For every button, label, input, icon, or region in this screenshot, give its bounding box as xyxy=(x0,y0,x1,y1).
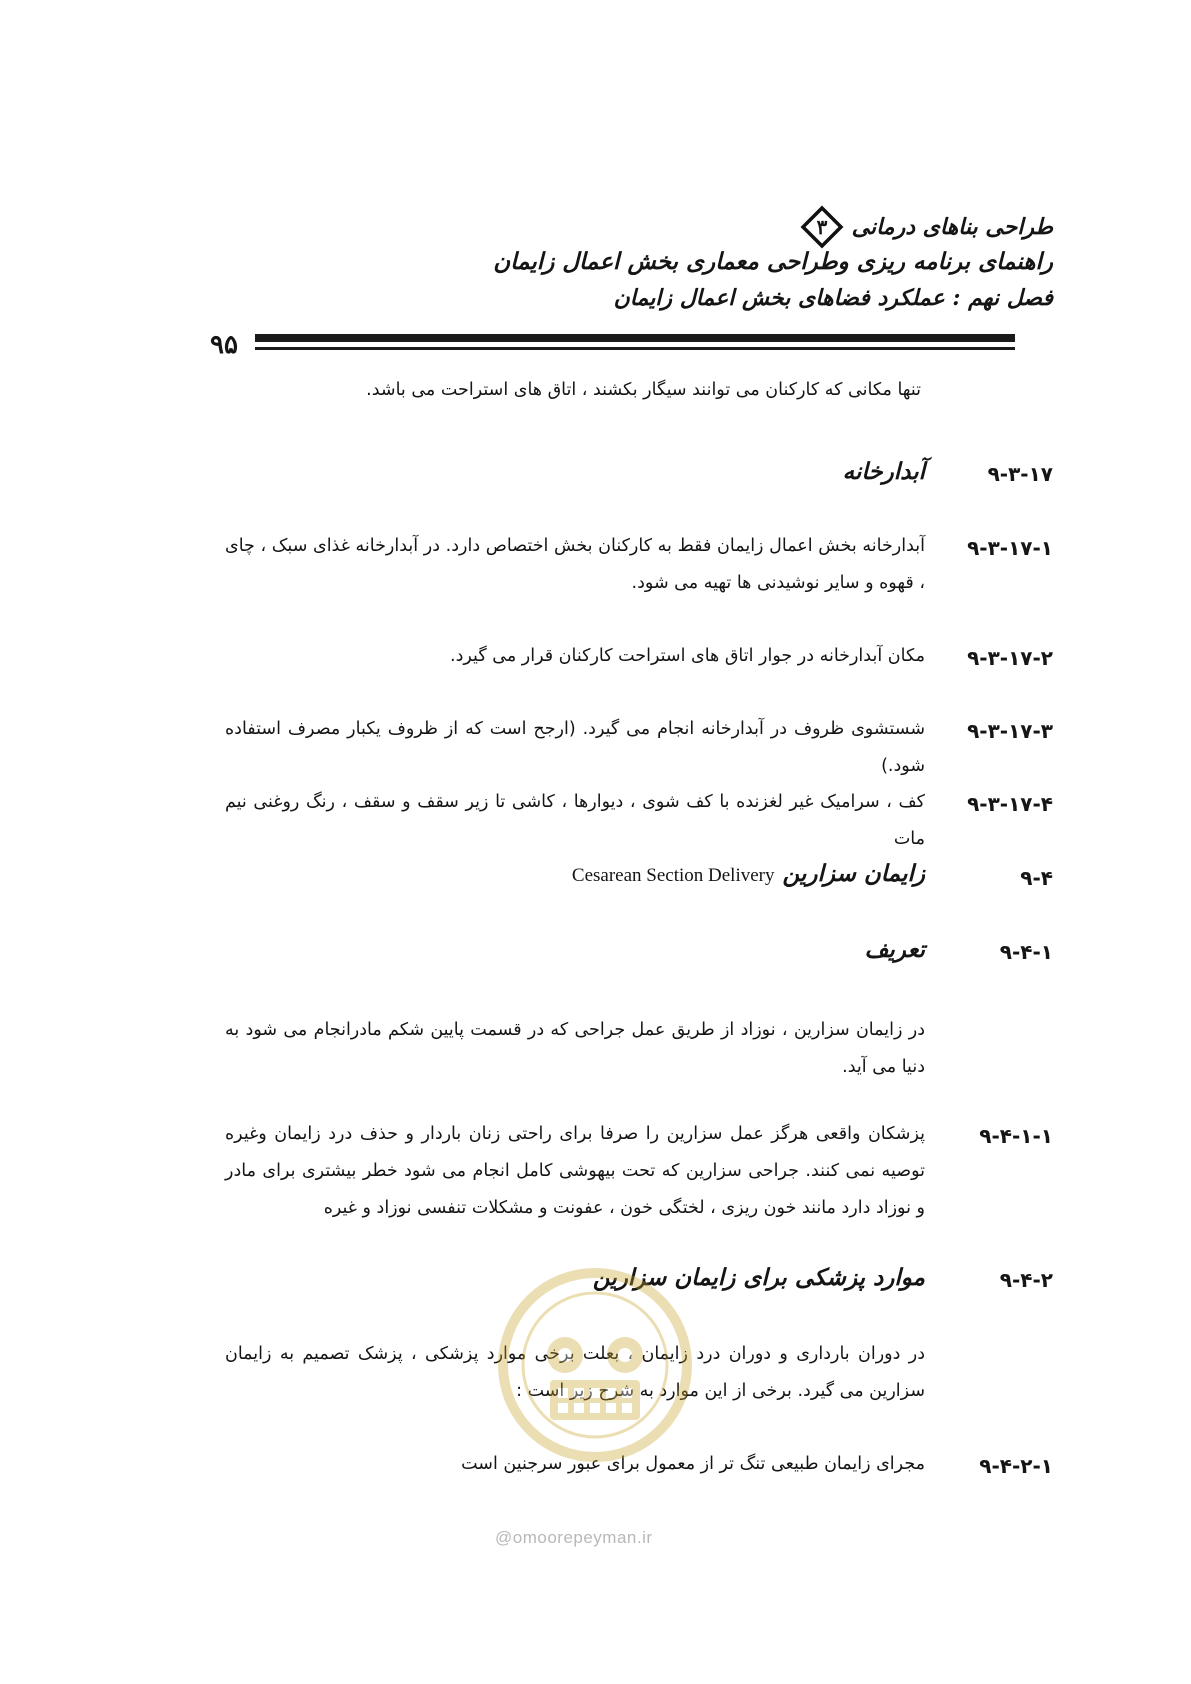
book-title-line xyxy=(798,205,1053,249)
section-title xyxy=(572,860,925,887)
section-number: ۹-۴ xyxy=(1020,866,1053,890)
item-number: ۹-۳-۱۷-۴ xyxy=(967,792,1053,816)
book-title: طراحی بناهای درمانی xyxy=(851,214,1053,240)
header-rule-thin xyxy=(255,347,1015,350)
item-text: مجرای زایمان طبیعی تنگ تر از معمول برای عبور سرجنین است xyxy=(461,1454,925,1474)
chapter-title: فصل نهم : عملکرد فضاهای بخش اعمال زایمان xyxy=(613,285,1053,311)
intro-line: تنها مکانی که کارکنان می توانند سیگار بکشند ، اتاق های استراحت می باشد. xyxy=(366,380,921,400)
section-title: تعریف xyxy=(864,936,925,963)
guide-title: راهنمای برنامه ریزی وطراحی معماری بخش اعمال زایمان xyxy=(493,248,1053,275)
item-text: کف ، سرامیک غیر لغزنده با کف شوی ، دیوارها ، کاشی تا زیر سقف و سقف ، رنگ روغنی نیم مات xyxy=(225,792,925,849)
item-number: ۹-۳-۱۷-۳ xyxy=(967,719,1053,743)
watermark-text: @omoorepeyman.ir xyxy=(495,1528,653,1547)
section-number: ۹-۳-۱۷ xyxy=(987,462,1053,486)
section-title: آبدارخانه xyxy=(842,458,925,485)
item-text: مکان آبدارخانه در جوار اتاق های استراحت کارکنان قرار می گیرد. xyxy=(450,646,925,666)
section-title-fa: زایمان سزارین xyxy=(782,860,925,887)
volume-number: ۳ xyxy=(816,215,828,239)
item-number: ۹-۴-۲-۱ xyxy=(979,1454,1053,1478)
item-number: ۹-۳-۱۷-۱ xyxy=(967,536,1053,560)
header-rule-thick xyxy=(255,334,1015,342)
medical-paragraph: در دوران بارداری و دوران درد زایمان ، بعلت برخی موارد پزشکی ، پزشک تصمیم به زایمان سزارین می گیرد. برخی از این موارد به شرح زیر است : xyxy=(225,1344,925,1401)
section-title-en: Cesarean Section Delivery xyxy=(571,865,775,886)
section-number: ۹-۴-۲ xyxy=(999,1268,1053,1292)
section-title: موارد پزشکی برای زایمان سزارین xyxy=(592,1264,925,1291)
page-number: ۹۵ xyxy=(210,330,238,360)
item-text: شستشوی ظروف در آبدارخانه انجام می گیرد. (ارجح است که از ظروف یکبار مصرف استفاده شود.) xyxy=(225,719,925,776)
section-number: ۹-۴-۱ xyxy=(999,940,1053,964)
volume-badge xyxy=(800,205,844,249)
item-number: ۹-۳-۱۷-۲ xyxy=(967,646,1053,670)
definition-paragraph: در زایمان سزارین ، نوزاد از طریق عمل جراحی که در قسمت پایین شکم مادرانجام می شود به دنیا می آید. xyxy=(225,1020,925,1077)
item-text: پزشکان واقعی هرگز عمل سزارین را صرفا برای راحتی زنان باردار و حذف درد زایمان وغیره توصیه نمی کنند. جراحی سزارین که تحت بیهوشی کامل انجام می شود خطر بیشتری برای مادر و نوزاد دارد مانند خون ریزی ، لختگی خون ، عفونت و مشکلات تنفسی نوزاد و غیره xyxy=(225,1124,925,1218)
item-number: ۹-۴-۱-۱ xyxy=(979,1124,1053,1148)
item-text: آبدارخانه بخش اعمال زایمان فقط به کارکنان بخش اختصاص دارد. در آبدارخانه غذای سبک ، چای ، قهوه و سایر نوشیدنی ها تهیه می شود. xyxy=(225,536,925,593)
